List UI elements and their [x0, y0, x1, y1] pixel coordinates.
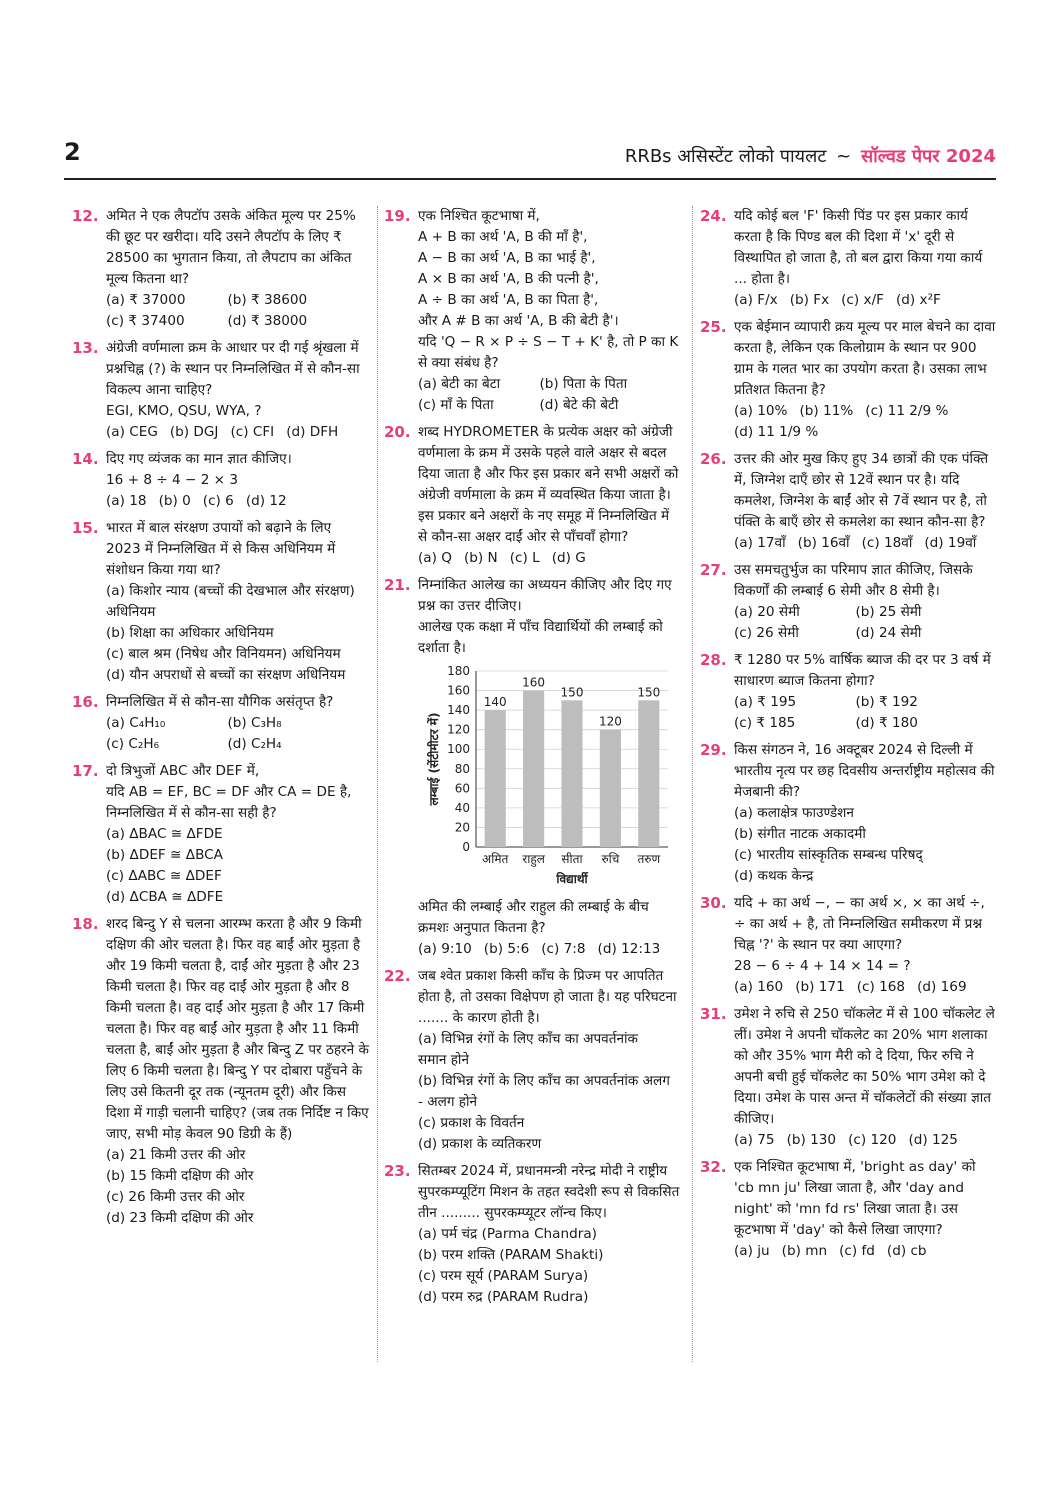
- option: (d) कथक केन्द्र: [734, 868, 814, 884]
- question-line: 28 − 6 ÷ 4 + 14 × 14 = ?: [734, 958, 911, 974]
- question-block: [700, 560, 998, 644]
- question-line: शरद बिन्दु Y से चलना आरम्भ करता है और 9 किमी दक्षिण की ओर चलता है। फिर वह बाईं ओर मुड़ता है और 19 किमी चलता है, दाईं ओर मुड़ता है और 23 किमी चलता है। फिर वह दाईं ओर मुड़ता है और 8 किमी चलता है। वह दाईं ओर मुड़ता है और 17 किमी चलता है। फिर वह बाईं ओर मुड़ता है और 11 किमी चलता है, बाईं ओर मुड़ता है और बिन्दु Z पर ठहरने के लिए 6 किमी चलता है। बिन्दु Y पर दोबारा पहुँचने के लिए उसे कितनी दूर तक (न्यूनतम दूरी) और किस दिशा में गाड़ी चलानी चाहिए? (जब तक निर्दिष्ट न किए जाए, सभी मोड़ केवल 90 डिग्री के हैं): [106, 916, 369, 1142]
- question-block: [700, 650, 998, 734]
- option: (a) विभिन्न रंगों के लिए काँच का अपवर्तनांक समान होने: [418, 1031, 638, 1068]
- question-number: 26.: [700, 450, 727, 468]
- option: (d) ΔCBA ≅ ΔDFE: [106, 889, 224, 905]
- question-text: [418, 966, 682, 1029]
- height-bar-chart: [418, 661, 678, 893]
- options: [418, 548, 682, 569]
- option: (d) DFH: [286, 424, 339, 440]
- y-tick-label: 60: [454, 781, 470, 796]
- question-line: यदि AB = EF, BC = DF और CA = DE है, निम्नलिखित में से कौन-सा सही है?: [106, 784, 352, 821]
- option: (b) mn: [781, 1243, 828, 1259]
- y-tick-label: 20: [454, 820, 470, 835]
- option: (a) 75: [734, 1132, 775, 1148]
- column-1: [72, 206, 370, 1235]
- option: (c) 11 2/9 %: [865, 403, 949, 419]
- data-label: 150: [637, 685, 661, 700]
- header-title: [625, 144, 996, 168]
- option: (b) ₹ 38600: [227, 292, 308, 308]
- question-block: [700, 740, 998, 887]
- question-number: 19.: [384, 207, 411, 225]
- option: (a) ₹ 195: [734, 694, 797, 710]
- question-line: दो त्रिभुजों ABC और DEF में,: [106, 763, 260, 779]
- y-tick-label: 140: [447, 703, 470, 718]
- option: (c) भारतीय सांस्कृतिक सम्बन्ध परिषद्: [734, 847, 923, 863]
- question-line: आलेख एक कक्षा में पाँच विद्यार्थियों की लम्बाई को दर्शाता है।: [418, 619, 663, 656]
- option: (b) 0: [158, 493, 191, 509]
- option: (b) N: [463, 550, 498, 566]
- bar: [600, 730, 621, 847]
- option: (a) किशोर न्याय (बच्चों की देखभाल और संरक्षण) अधिनियम: [106, 583, 355, 620]
- option: (a) 21 किमी उत्तर की ओर: [106, 1147, 246, 1163]
- option: (c) ₹ 185: [734, 715, 796, 731]
- option: (b) 5:6: [483, 941, 530, 957]
- question-text: [734, 893, 998, 977]
- question-number: 29.: [700, 741, 727, 759]
- question-line: उस समचतुर्भुज का परिमाप ज्ञात कीजिए, जिसके विकर्णों की लम्बाई 6 सेमी और 8 सेमी है।: [734, 562, 973, 599]
- question-line: ₹ 1280 पर 5% वार्षिक ब्याज की दर पर 3 वर्ष में साधारण ब्याज कितना होगा?: [734, 652, 991, 689]
- question-number: 14.: [72, 450, 99, 468]
- option: (b) 15 किमी दक्षिण की ओर: [106, 1168, 254, 1184]
- options: [734, 1130, 998, 1151]
- option: (a) 18: [106, 493, 147, 509]
- option: (d) cb: [886, 1243, 927, 1259]
- question-line: अमित की लम्बाई और राहुल की लम्बाई के बीच क्रमशः अनुपात कितना है?: [418, 899, 649, 936]
- option: (b) ΔDEF ≅ ΔBCA: [106, 847, 223, 863]
- option: (a) 10%: [734, 403, 788, 419]
- option: (d) प्रकाश के व्यतिकरण: [418, 1136, 542, 1152]
- option: (a) 9:10: [418, 941, 472, 957]
- question-line: उत्तर की ओर मुख किए हुए 34 छात्रों की एक पंक्ति में, जिग्नेश दाएँ छोर से 12वें स्थान पर है। यदि कमलेश, जिग्नेश के बाईं ओर से 7वें स्थान पर है, तो पंक्ति के बाएँ छोर से कमलेश का स्थान कौन-सा है?: [734, 451, 989, 530]
- question-block: [384, 966, 682, 1155]
- question-line: दिए गए व्यंजक का मान ज्ञात कीजिए।: [106, 451, 292, 467]
- question-text: [734, 317, 998, 401]
- question-line: भारत में बाल संरक्षण उपायों को बढ़ाने के लिए 2023 में निम्नलिखित में से किस अधिनियम में संशोधन किया गया था?: [106, 520, 336, 578]
- question-line: एक निश्चित कूटभाषा में,: [418, 208, 540, 224]
- option: (b) 25 सेमी: [855, 604, 922, 620]
- option: (d) ₹ 38000: [227, 313, 308, 329]
- page-number: 2: [64, 138, 81, 166]
- option: (c) C₂H₆: [106, 736, 160, 752]
- question-text: [106, 518, 370, 581]
- bar: [523, 691, 544, 847]
- question-line: निम्नलिखित में से कौन-सा यौगिक असंतृप्त है?: [106, 694, 334, 710]
- x-tick-label: तरुण: [637, 852, 661, 866]
- column-divider: [692, 206, 693, 1362]
- option: (b) पिता के पिता: [539, 376, 628, 392]
- option: (d) 23 किमी दक्षिण की ओर: [106, 1210, 254, 1226]
- question-block: [72, 761, 370, 908]
- question-text: [106, 449, 370, 491]
- options: [734, 602, 998, 644]
- option: (b) 171: [795, 979, 845, 995]
- option: (b) C₃H₈: [227, 715, 282, 731]
- question-text: [734, 1157, 998, 1241]
- question-line: A × B का अर्थ 'A, B की पत्नी है',: [418, 271, 599, 287]
- y-tick-label: 80: [454, 761, 470, 776]
- question-line: A ÷ B का अर्थ 'A, B का पिता है',: [418, 292, 599, 308]
- question-block: [700, 1157, 998, 1262]
- question-line: उमेश ने रुचि से 250 चॉकलेट में से 100 चॉकलेट ले लीं। उमेश ने अपनी चॉकलेट का 20% भाग शलाका को और 35% भाग मैरी को दे दिया, फिर रुचि ने अपनी बची हुई चॉकलेट का 50% भाग उमेश को दे दिया। उमेश के पास अन्त में चॉकलेटों की संख्या ज्ञात कीजिए।: [734, 1006, 995, 1127]
- option: (d) 12:13: [597, 941, 661, 957]
- bar: [561, 700, 582, 847]
- options: [106, 491, 370, 512]
- question-line: यदि + का अर्थ −, − का अर्थ ×, × का अर्थ ÷, ÷ का अर्थ + है, तो निम्नलिखित समीकरण में प्रश्न चिह्न '?' के स्थान पर क्या आएगा?: [734, 895, 985, 953]
- options: [106, 422, 370, 443]
- question-number: 23.: [384, 1162, 411, 1180]
- question-block: [384, 575, 682, 960]
- question-line: और A # B का अर्थ 'A, B की बेटी है'।: [418, 313, 619, 329]
- option: (d) G: [551, 550, 586, 566]
- y-axis-label: लम्बाई (सेंटीमीटर में): [427, 712, 441, 806]
- x-tick-label: सीता: [561, 852, 583, 866]
- option: (a) बेटी का बेटा: [418, 376, 501, 392]
- x-tick-label: अमित: [482, 852, 509, 866]
- question-line: शब्द HYDROMETER के प्रत्येक अक्षर को अंग्रेजी वर्णमाला के क्रम में उसके पहले वाले अक्षर से बदल दिया जाता है और फिर इस प्रकार बने सभी अक्षरों को अंग्रेजी वर्णमाला के क्रम में व्यवस्थित किया जाता है। इस प्रकार बने अक्षरों के नए समूह में निम्नलिखित में से कौन-सा अक्षर दाईं ओर से पाँचवाँ होगा?: [418, 424, 679, 545]
- header-accent: सॉल्वड पेपर 2024: [860, 146, 996, 167]
- question-number: 27.: [700, 561, 727, 579]
- options: [734, 977, 998, 998]
- options: [734, 692, 998, 734]
- option: (b) 16वाँ: [797, 535, 850, 551]
- options: [418, 374, 682, 416]
- option: (a) CEG: [106, 424, 158, 440]
- question-text: [418, 1161, 682, 1224]
- question-text: [418, 575, 682, 659]
- question-line: A + B का अर्थ 'A, B की माँ है',: [418, 229, 588, 245]
- options: [106, 713, 370, 755]
- question-number: 28.: [700, 651, 727, 669]
- option: (d) परम रुद्र (PARAM Rudra): [418, 1289, 589, 1305]
- option: (d) 169: [917, 979, 967, 995]
- column-divider: [377, 206, 378, 1362]
- question-block: [700, 206, 998, 311]
- question-line: EGI, KMO, QSU, WYA, ?: [106, 403, 262, 419]
- options: [106, 290, 370, 332]
- question-line: एक बेईमान व्यापारी क्रय मूल्य पर माल बेचने का दावा करता है, लेकिन एक किलोग्राम के स्थान पर 900 ग्राम के गलत भार का उपयोग करता है। उसका लाभ प्रतिशत कितना है?: [734, 319, 996, 398]
- options: [418, 1029, 682, 1155]
- question-number: 31.: [700, 1005, 727, 1023]
- question-block: [700, 1004, 998, 1151]
- option: (d) C₂H₄: [227, 736, 282, 752]
- option: (a) 160: [734, 979, 784, 995]
- option: (a) ΔBAC ≅ ΔFDE: [106, 826, 223, 842]
- option: (a) F/x: [734, 292, 778, 308]
- option: (d) x²F: [895, 292, 941, 308]
- option: (d) ₹ 180: [855, 715, 918, 731]
- x-tick-label: राहुल: [522, 852, 545, 866]
- question-number: 16.: [72, 693, 99, 711]
- y-tick-label: 120: [447, 722, 470, 737]
- question-line: 16 + 8 ÷ 4 − 2 × 3: [106, 472, 239, 488]
- question-text: [734, 206, 998, 290]
- question-line: A − B का अर्थ 'A, B का भाई है',: [418, 250, 596, 266]
- question-line: सितम्बर 2024 में, प्रधानमन्त्री नरेन्द्र मोदी ने राष्ट्रीय सुपरकम्प्यूटिंग मिशन के तहत स्वदेशी रूप से विकसित तीन ......... सुपरकम्प्यूटर लॉन्च किए।: [418, 1163, 680, 1221]
- options: [734, 533, 998, 554]
- question-block: [72, 206, 370, 332]
- option: (b) DGJ: [169, 424, 219, 440]
- bar: [638, 700, 659, 847]
- x-tick-label: रुचि: [601, 852, 620, 866]
- question-line: अमित ने एक लैपटॉप उसके अंकित मूल्य पर 25% की छूट पर खरीदा। यदि उसने लैपटॉप के लिए ₹ 28500 का भुगतान किया, तो लैपटाप का अंकित मूल्य कितना था?: [106, 208, 356, 287]
- question-number: 21.: [384, 576, 411, 594]
- option: (c) बाल श्रम (निषेध और विनियमन) अधिनियम: [106, 646, 341, 662]
- option: (a) 17वाँ: [734, 535, 786, 551]
- question-text: [106, 761, 370, 824]
- data-label: 160: [522, 675, 546, 690]
- data-label: 140: [483, 695, 507, 710]
- question-line: यदि कोई बल 'F' किसी पिंड पर इस प्रकार कार्य करता है कि पिण्ड बल की दिशा में 'x' दूरी से विस्थापित हो जाता है, तो बल द्वारा किया गया कार्य ... होता है।: [734, 208, 983, 287]
- question-text: [418, 897, 682, 939]
- option: (a) C₄H₁₀: [106, 715, 166, 731]
- option: (d) 125: [908, 1132, 958, 1148]
- question-text: [106, 692, 370, 713]
- options: [106, 824, 370, 908]
- option: (a) ju: [734, 1243, 770, 1259]
- question-text: [106, 206, 370, 290]
- question-block: [384, 422, 682, 569]
- data-label: 120: [598, 714, 622, 729]
- option: (b) 11%: [799, 403, 854, 419]
- option: (b) शिक्षा का अधिकार अधिनियम: [106, 625, 274, 641]
- question-number: 18.: [72, 915, 99, 933]
- option: (c) माँ के पिता: [418, 397, 494, 413]
- option: (a) ₹ 37000: [106, 292, 186, 308]
- option: (c) प्रकाश के विवर्तन: [418, 1115, 525, 1131]
- question-block: [72, 692, 370, 755]
- question-number: 32.: [700, 1158, 727, 1176]
- question-block: [72, 914, 370, 1229]
- options: [734, 803, 998, 887]
- option: (c) 7:8: [541, 941, 586, 957]
- question-block: [72, 338, 370, 443]
- option: (d) यौन अपराधों से बच्चों का संरक्षण अधिनियम: [106, 667, 346, 683]
- option: (c) 26 किमी उत्तर की ओर: [106, 1189, 245, 1205]
- question-line: एक निश्चित कूटभाषा में, 'bright as day' को 'cb mn ju' लिखा जाता है, और 'day and night' को 'mn fd rs' लिखा जाता है। उस कूटभाषा में 'day' को कैसे लिखा जाएगा?: [734, 1159, 976, 1238]
- question-text: [734, 650, 998, 692]
- question-block: [72, 449, 370, 512]
- option: (d) 11 1/9 %: [734, 424, 819, 440]
- option: (c) परम सूर्य (PARAM Surya): [418, 1268, 589, 1284]
- option: (c) 120: [848, 1132, 897, 1148]
- question-block: [384, 1161, 682, 1308]
- question-text: [106, 338, 370, 422]
- y-tick-label: 0: [462, 840, 470, 854]
- page-header: [64, 134, 996, 180]
- question-text: [734, 1004, 998, 1130]
- option: (c) 6: [202, 493, 234, 509]
- option: (d) 19वाँ: [924, 535, 977, 551]
- option: (d) बेटे की बेटी: [539, 397, 619, 413]
- question-number: 30.: [700, 894, 727, 912]
- option: (c) 168: [856, 979, 906, 995]
- data-label: 150: [560, 685, 584, 700]
- question-line: यदि 'Q − R × P ÷ S − T + K' है, तो P का K से क्या संबंध है?: [418, 334, 679, 371]
- question-line: जब श्वेत प्रकाश किसी काँच के प्रिज्म पर आपतित होता है, तो उसका विक्षेपण हो जाता है। यह परिघटना ....... के कारण होती है।: [418, 968, 677, 1026]
- bar: [485, 710, 506, 847]
- option: (b) संगीत नाटक अकादमी: [734, 826, 866, 842]
- option: (a) पर्म चंद्र (Parma Chandra): [418, 1226, 597, 1242]
- options: [106, 581, 370, 686]
- column-2: [384, 206, 682, 1314]
- options: [734, 290, 998, 311]
- question-block: [72, 518, 370, 686]
- options: [734, 401, 998, 443]
- column-3: [700, 206, 998, 1268]
- option: (b) ₹ 192: [855, 694, 918, 710]
- option: (c) 18वाँ: [861, 535, 913, 551]
- question-text: [106, 914, 370, 1145]
- option: (c) 26 सेमी: [734, 625, 799, 641]
- question-text: [418, 422, 682, 548]
- question-number: 13.: [72, 339, 99, 357]
- y-tick-label: 100: [447, 742, 470, 757]
- option: (c) ₹ 37400: [106, 313, 185, 329]
- option: (d) 24 सेमी: [855, 625, 922, 641]
- question-number: 20.: [384, 423, 411, 441]
- option: (a) 20 सेमी: [734, 604, 800, 620]
- question-number: 25.: [700, 318, 727, 336]
- options: [106, 1145, 370, 1229]
- question-number: 24.: [700, 207, 727, 225]
- question-line: निम्नांकित आलेख का अध्ययन कीजिए और दिए गए प्रश्न का उत्तर दीजिए।: [418, 577, 672, 614]
- option: (d) 12: [245, 493, 287, 509]
- question-number: 17.: [72, 762, 99, 780]
- question-line: अंग्रेजी वर्णमाला क्रम के आधार पर दी गई श्रृंखला में प्रश्नचिह्न (?) के स्थान पर निम्नलिखित में से कौन-सा विकल्प आना चाहिए?: [106, 340, 360, 398]
- option: (b) 130: [786, 1132, 837, 1148]
- question-text: [734, 740, 998, 803]
- question-number: 12.: [72, 207, 99, 225]
- options: [734, 1241, 998, 1262]
- options: [418, 1224, 682, 1308]
- option: (c) fd: [839, 1243, 875, 1259]
- option: (b) विभिन्न रंगों के लिए काँच का अपवर्तनांक अलग - अलग होने: [418, 1073, 670, 1110]
- question-block: [384, 206, 682, 416]
- question-number: 22.: [384, 967, 411, 985]
- y-tick-label: 40: [454, 800, 470, 815]
- option: (c) CFI: [230, 424, 275, 440]
- question-text: [734, 449, 998, 533]
- option: (b) Fx: [789, 292, 830, 308]
- y-tick-label: 180: [447, 664, 470, 678]
- option: (a) Q: [418, 550, 452, 566]
- question-block: [700, 449, 998, 554]
- question-line: किस संगठन ने, 16 अक्टूबर 2024 से दिल्ली में भारतीय नृत्य पर छह दिवसीय अन्तर्राष्ट्रीय महोत्सव की मेजबानी की?: [734, 742, 995, 800]
- question-block: [700, 893, 998, 998]
- header-separator: ~: [836, 146, 852, 167]
- option: (c) L: [509, 550, 540, 566]
- option: (c) x/F: [841, 292, 884, 308]
- option: (a) कलाक्षेत्र फाउण्डेशन: [734, 805, 854, 821]
- question-text: [734, 560, 998, 602]
- option: (b) परम शक्ति (PARAM Shakti): [418, 1247, 604, 1263]
- x-axis-label: विद्यार्थी: [556, 872, 588, 886]
- options: [418, 939, 682, 960]
- option: (c) ΔABC ≅ ΔDEF: [106, 868, 222, 884]
- question-text: [418, 206, 682, 374]
- question-block: [700, 317, 998, 443]
- y-tick-label: 160: [447, 683, 470, 698]
- header-title-text: RRBs असिस्टेंट लोको पायलट: [624, 146, 827, 167]
- question-number: 15.: [72, 519, 99, 537]
